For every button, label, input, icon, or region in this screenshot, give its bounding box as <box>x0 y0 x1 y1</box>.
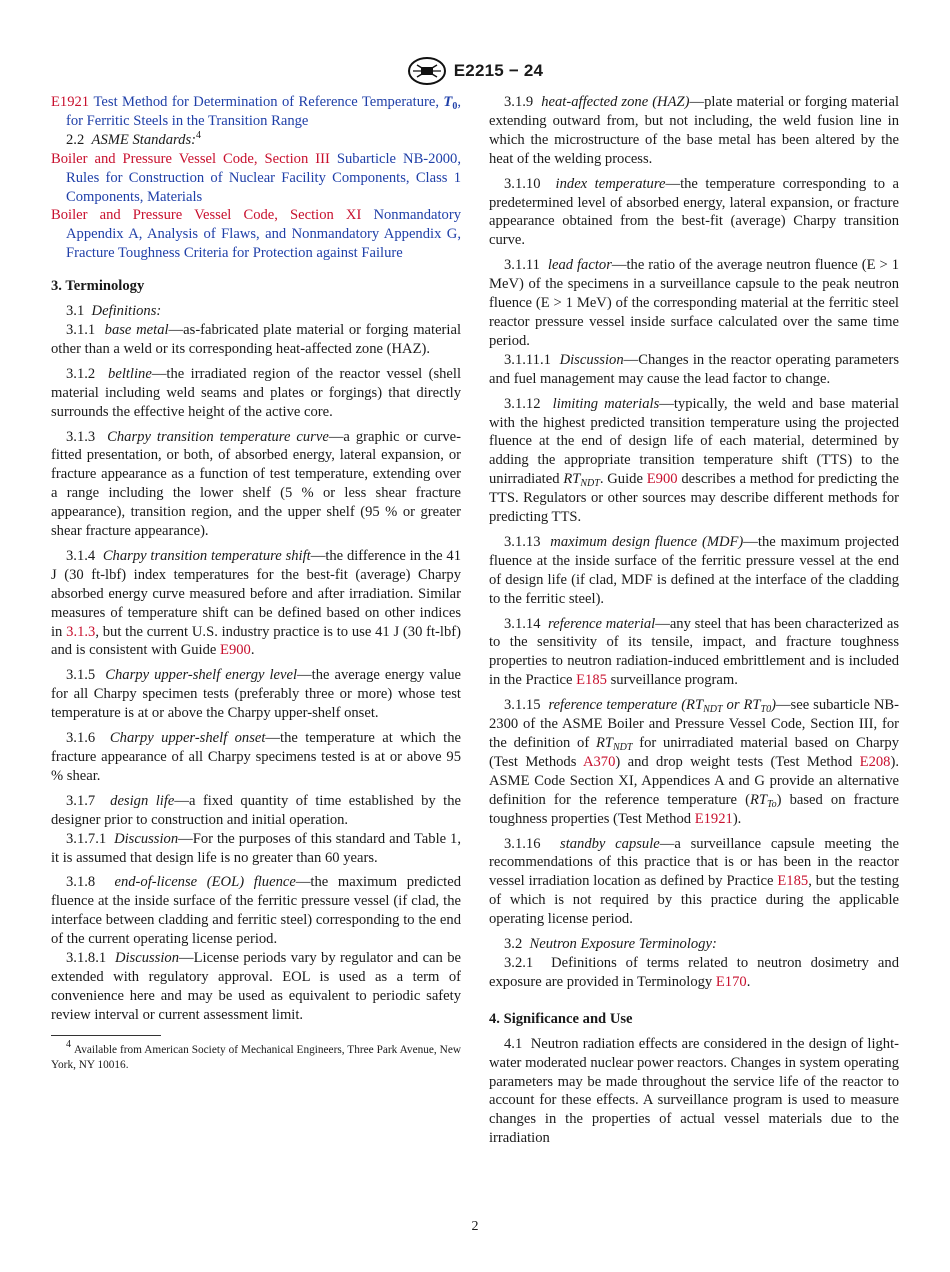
ref-e1921 <box>51 93 461 131</box>
para-3-1-10: 3.1.10 index temperature—the temperature corresponding to a predetermined level of absorbed energy, lateral expansion, or fracture appearance obtained from the best-fit (average) Charpy transition curve. <box>489 175 900 249</box>
document-designation: E2215 − 24 <box>453 60 544 80</box>
para-3-1-13: 3.1.13 maximum design fluence (MDF)—the maximum projected fluence at the inside surface of the ferritic pressure vessel at the end of design life (if clad, MDF is defined at the interface of the cladding to the ferritic steel). <box>489 533 899 607</box>
ref-asme-iii-title[interactable]: Subarticle NB-2000, Rules for Construction of Nuclear Facility Components, Class 1 Components, Materials <box>66 150 461 205</box>
para-3-1-1: 3.1.1 base metal—as-fabricated plate material or forging material other than a weld or its corresponding heat-affected zone (HAZ). <box>51 321 461 357</box>
para-3-1: 3.1 Definitions: <box>66 303 162 320</box>
para-3-1-4: 3.1.4 Charpy transition temperature shift—the difference in the 41 J (30 ft-lbf) index temperatures for the best-fit (average) Charpy absorbed energy curve measured before and after irradiation. Similar measures of temperature shift can be defined based on other indices in 3.1.3, but the current U.S. industry practice is to use 41 J (30 ft-lbf) and is consistent with Guide E900. <box>51 547 462 659</box>
link-e208[interactable]: E208 <box>859 753 891 770</box>
para-3-1-7: 3.1.7 design life—a fixed quantity of time established by the designer prior to construction and initial operation. <box>51 792 461 828</box>
footnote-divider <box>51 1035 161 1036</box>
section-heading-terminology: 3. Terminology <box>51 278 145 295</box>
link-e900-2[interactable]: E900 <box>646 471 678 488</box>
page-number: 2 <box>471 1219 479 1234</box>
para-3-1-9: 3.1.9 heat-affected zone (HAZ)—plate material or forging material extending outward from, but not including, the weld fusion line in which the microstructure of the base metal has been altered by the heat of the welding process. <box>489 94 900 167</box>
ref-asme-section-xi <box>51 206 461 263</box>
section-heading-significance: 4. Significance and Use <box>489 1010 633 1027</box>
ref-asme-xi-link[interactable]: Boiler and Pressure Vessel Code, Section XI <box>51 207 362 224</box>
para-3-1-2: 3.1.2 beltline—the irradiated region of the reactor vessel (shell material including weld seams and plates or forgings) that directly surrounds the effective height of the active core. <box>51 365 462 420</box>
ref-asme-iii-link[interactable]: Boiler and Pressure Vessel Code, Section III <box>51 150 330 167</box>
para-4-1: 4.1 Neutron radiation effects are considered in the design of light-water moderated nuclear power reactors. Changes in system operating parameters may be made throughout the service life of the reactor to account for these effects. A surveillance program is used to measure changes in the properties of actual vessel materials due to the irradiation <box>489 1035 900 1147</box>
para-3-1-7-1: 3.1.7.1 Discussion—For the purposes of this standard and Table 1, it is assumed that design life is no greater than 60 years. <box>51 830 462 866</box>
left-column <box>51 93 461 1074</box>
para-3-1-14: 3.1.14 reference material—any steel that has been characterized as to the sensitivity of its tensile, impact, and fracture toughness properties to neutron radiation-induced embrittlement and is included in the Practice E185 surveillance program. <box>489 615 899 689</box>
para-3-1-8: 3.1.8 end-of-license (EOL) fluence—the maximum predicted fluence at the inside surface of the ferritic pressure vessel (if clad, the interface between cladding and ferritic steel) corresponding to the end of the current operating license period. <box>51 874 461 948</box>
ref-asme-xi-title[interactable]: Nonmandatory Appendix A, Analysis of Flaws, and Nonmandatory Appendix G, Fracture Toughness Criteria for Protection against Failure <box>66 207 461 262</box>
para-3-2-1: 3.2.1 Definitions of terms related to neutron dosimetry and exposure are provided in Terminology E170. <box>489 954 899 990</box>
link-e185-2[interactable]: E185 <box>777 873 809 890</box>
ref-asme-section-iii <box>51 150 461 207</box>
para-3-1-6: 3.1.6 Charpy upper-shelf onset—the temperature at which the fracture appearance of all Charpy specimens tested is at or above 95 % shear. <box>51 730 462 784</box>
link-e1921[interactable]: E1921 <box>694 810 733 827</box>
para-3-1-16: 3.1.16 standby capsule—a surveillance capsule meeting the recommendations of this practice that is or has been in the reactor vessel irradiation location as defined by Practice E185, but the testing of which is not required by this practice during the applicable operating license period. <box>489 835 899 928</box>
para-3-1-3: 3.1.3 Charpy transition temperature curve—a graphic or curve-fitted presentation, or both, of absorbed energy, lateral expansion, or fracture appearance as a function of test temperature, extending over a range including the lower shelf (5 % or less shear fracture appearance), transition region, and the upper shelf (95 % or greater shear fracture appearance). <box>51 428 461 540</box>
ref-e1921-title[interactable]: Test Method for Determination of Reference Temperature, $T_0$, for Ferritic Steels in the Transition Range <box>66 94 461 129</box>
astm-logo-icon <box>407 56 447 86</box>
link-e900[interactable]: E900 <box>220 642 251 659</box>
para-3-1-8-1: 3.1.8.1 Discussion—License periods vary by regulator and can be extended with regulatory approval. EOL is used as a term of convenience here and may be used as equivalent to periodic safety review interval or current assessment limit. <box>51 950 461 1023</box>
asme-standards-heading: 2.2 ASME Standards:$^4$ <box>66 129 201 148</box>
page-header <box>0 56 950 86</box>
para-3-1-5: 3.1.5 Charpy upper-shelf energy level—the average energy value for all Charpy specimen tests (preferably three or more) whose test temperature is at or above the Charpy upper-shelf onset. <box>51 667 461 722</box>
right-column <box>489 93 899 1148</box>
link-3-1-3[interactable]: 3.1.3 <box>66 623 96 640</box>
para-3-2: 3.2 Neutron Exposure Terminology: <box>504 936 717 953</box>
footnote-4: $^4$ Available from American Society of Mechanical Engineers, Three Park Avenue, New York, NY 10016. <box>51 1038 461 1072</box>
para-3-1-15: 3.1.15 reference temperature ($RT_{NDT}$ or $RT_{T0})—see$ subarticle NB-2300 of the ASME Boiler and Pressure Vessel Code, Section III, for the definition of $RT_{NDT}$ for unirradiated material based on Charpy (Test Methods A370) and drop weight tests (Test Method E208). ASME Code Section XI, Appendices A and G provide an alternative definition for the reference temperature $(RT_{To})$ based on fracture toughness properties (Test Method E1921). <box>489 697 900 827</box>
para-3-1-12: 3.1.12 limiting materials—typically, the weld and base material with the highest predicted transition temperature using the projected fluence at the end of design life of each material, determined by adding the appropriate transition temperature shift (TTS) to the unirradiated $RT_{NDT}$. Guide E900 describes a method for predicting the TTS. Regulators or other sources may describe different methods for predicting TTS. <box>489 395 900 526</box>
link-a370[interactable]: A370 <box>582 753 616 770</box>
link-e185[interactable]: E185 <box>576 672 607 689</box>
ref-e1921-link[interactable]: E1921 <box>51 94 90 110</box>
para-3-1-11: 3.1.11 lead factor—the ratio of the average neutron fluence (E > 1 MeV) of the specimens in a surveillance capsule to the peak neutron fluence (E > 1 MeV) of the corresponding material at the ferritic steel reactor pressure vessel inside surface calculated over the same time period. <box>489 257 899 349</box>
link-e170[interactable]: E170 <box>715 973 747 990</box>
para-3-1-11-1: 3.1.11.1 Discussion—Changes in the reactor operating parameters and fuel management may cause the lead factor to change. <box>489 351 900 387</box>
